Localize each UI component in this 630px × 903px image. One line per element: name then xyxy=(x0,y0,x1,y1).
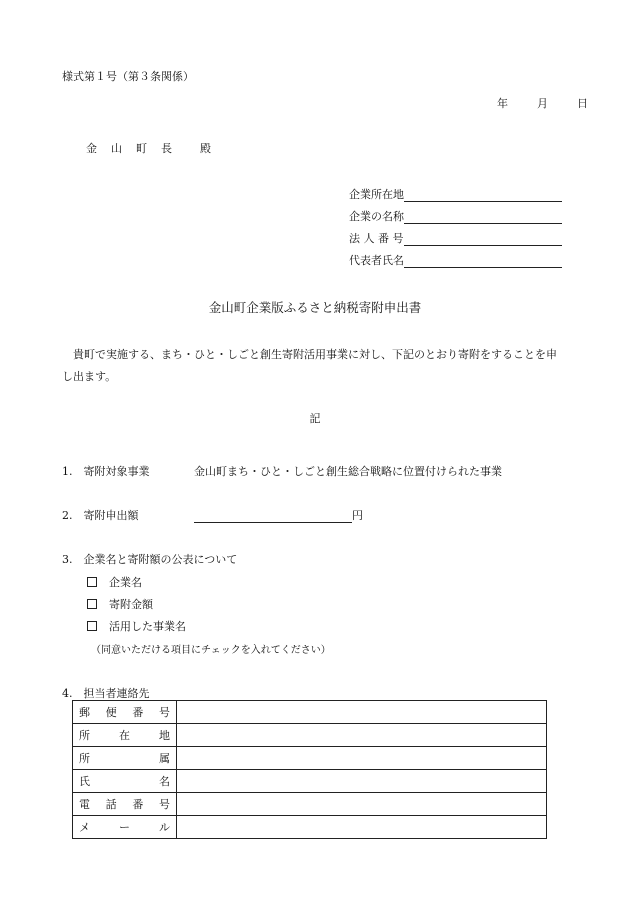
body-text-line1: 貴町で実施する、まち・ひと・しごと創生寄附活用事業に対し、下記のとおり寄附をすることを申 xyxy=(73,348,557,361)
address-label: 所 在 地 xyxy=(79,729,170,742)
contact-row-email xyxy=(73,816,547,839)
contact-row-postal-code xyxy=(73,701,547,724)
disclose-project-label: 活用した事業名 xyxy=(109,620,186,633)
date-day: 日 xyxy=(577,97,588,110)
item2-unit: 円 xyxy=(352,509,363,522)
donation-amount-field[interactable] xyxy=(194,509,352,523)
disclose-company-name-option xyxy=(87,574,142,590)
item2-amount-row xyxy=(194,507,363,523)
applicant-corp-number-label: 法 人 番 号 xyxy=(349,232,404,245)
item2 xyxy=(62,507,139,523)
form-number: 様式第１号（第３条関係） xyxy=(62,70,194,83)
item3-number: 3. xyxy=(62,553,73,566)
date-month: 月 xyxy=(537,97,548,110)
phone-label: 電 話 番 号 xyxy=(79,798,170,811)
applicant-representative-label: 代表者氏名 xyxy=(349,254,404,267)
item1-label: 寄附対象事業 xyxy=(83,465,150,478)
ki-heading: 記 xyxy=(309,412,321,425)
email-field[interactable] xyxy=(177,816,547,839)
addressee: 金 山 町 長 殿 xyxy=(86,142,211,155)
postal-code-field[interactable] xyxy=(177,701,547,724)
applicant-name-row xyxy=(349,208,562,224)
contact-name-field[interactable] xyxy=(177,770,547,793)
contact-row-department xyxy=(73,747,547,770)
applicant-address-field[interactable] xyxy=(404,188,562,202)
item3 xyxy=(62,551,237,567)
applicant-address-label: 企業所在地 xyxy=(349,188,404,201)
contact-table xyxy=(72,700,547,839)
applicant-name-field[interactable] xyxy=(404,210,562,224)
addressee-honorific: 殿 xyxy=(200,142,211,155)
document-title: 金山町企業版ふるさと納税寄附申出書 xyxy=(208,300,422,315)
disclose-company-name-label: 企業名 xyxy=(109,576,142,589)
item3-note: （同意いただける項目にチェックを入れてください） xyxy=(91,645,331,656)
applicant-corp-number-row xyxy=(349,230,562,246)
address-field[interactable] xyxy=(177,724,547,747)
item1 xyxy=(62,463,150,479)
department-field[interactable] xyxy=(177,747,547,770)
applicant-representative-row xyxy=(349,252,562,268)
disclose-company-name-checkbox[interactable] xyxy=(87,577,97,587)
disclose-amount-checkbox[interactable] xyxy=(87,599,97,609)
item1-number: 1. xyxy=(62,465,73,478)
email-label: メ ー ル xyxy=(79,821,170,834)
item4-label: 担当者連絡先 xyxy=(83,687,150,700)
date-year: 年 xyxy=(497,97,508,110)
item4-number: 4. xyxy=(62,687,73,700)
applicant-name-label: 企業の名称 xyxy=(349,210,404,223)
item2-label: 寄附申出額 xyxy=(83,509,139,522)
disclose-amount-label: 寄附金額 xyxy=(109,598,153,611)
contact-row-name xyxy=(73,770,547,793)
date-line xyxy=(497,95,588,111)
disclose-project-option xyxy=(87,618,186,634)
applicant-address-row xyxy=(349,186,562,202)
phone-field[interactable] xyxy=(177,793,547,816)
item1-value: 金山町まち・ひと・しごと創生総合戦略に位置付けられた事業 xyxy=(194,465,502,478)
disclose-project-checkbox[interactable] xyxy=(87,621,97,631)
item4 xyxy=(62,685,150,701)
item3-label: 企業名と寄附額の公表について xyxy=(83,553,238,566)
applicant-representative-field[interactable] xyxy=(404,254,562,268)
postal-code-label: 郵 便 番 号 xyxy=(79,706,170,719)
item2-number: 2. xyxy=(62,509,73,522)
applicant-corp-number-field[interactable] xyxy=(404,232,562,246)
contact-name-label: 氏 名 xyxy=(79,775,170,788)
department-label: 所 属 xyxy=(79,752,170,765)
disclose-amount-option xyxy=(87,596,153,612)
contact-row-phone xyxy=(73,793,547,816)
contact-row-address xyxy=(73,724,547,747)
body-text-line2: し出ます。 xyxy=(62,370,117,383)
